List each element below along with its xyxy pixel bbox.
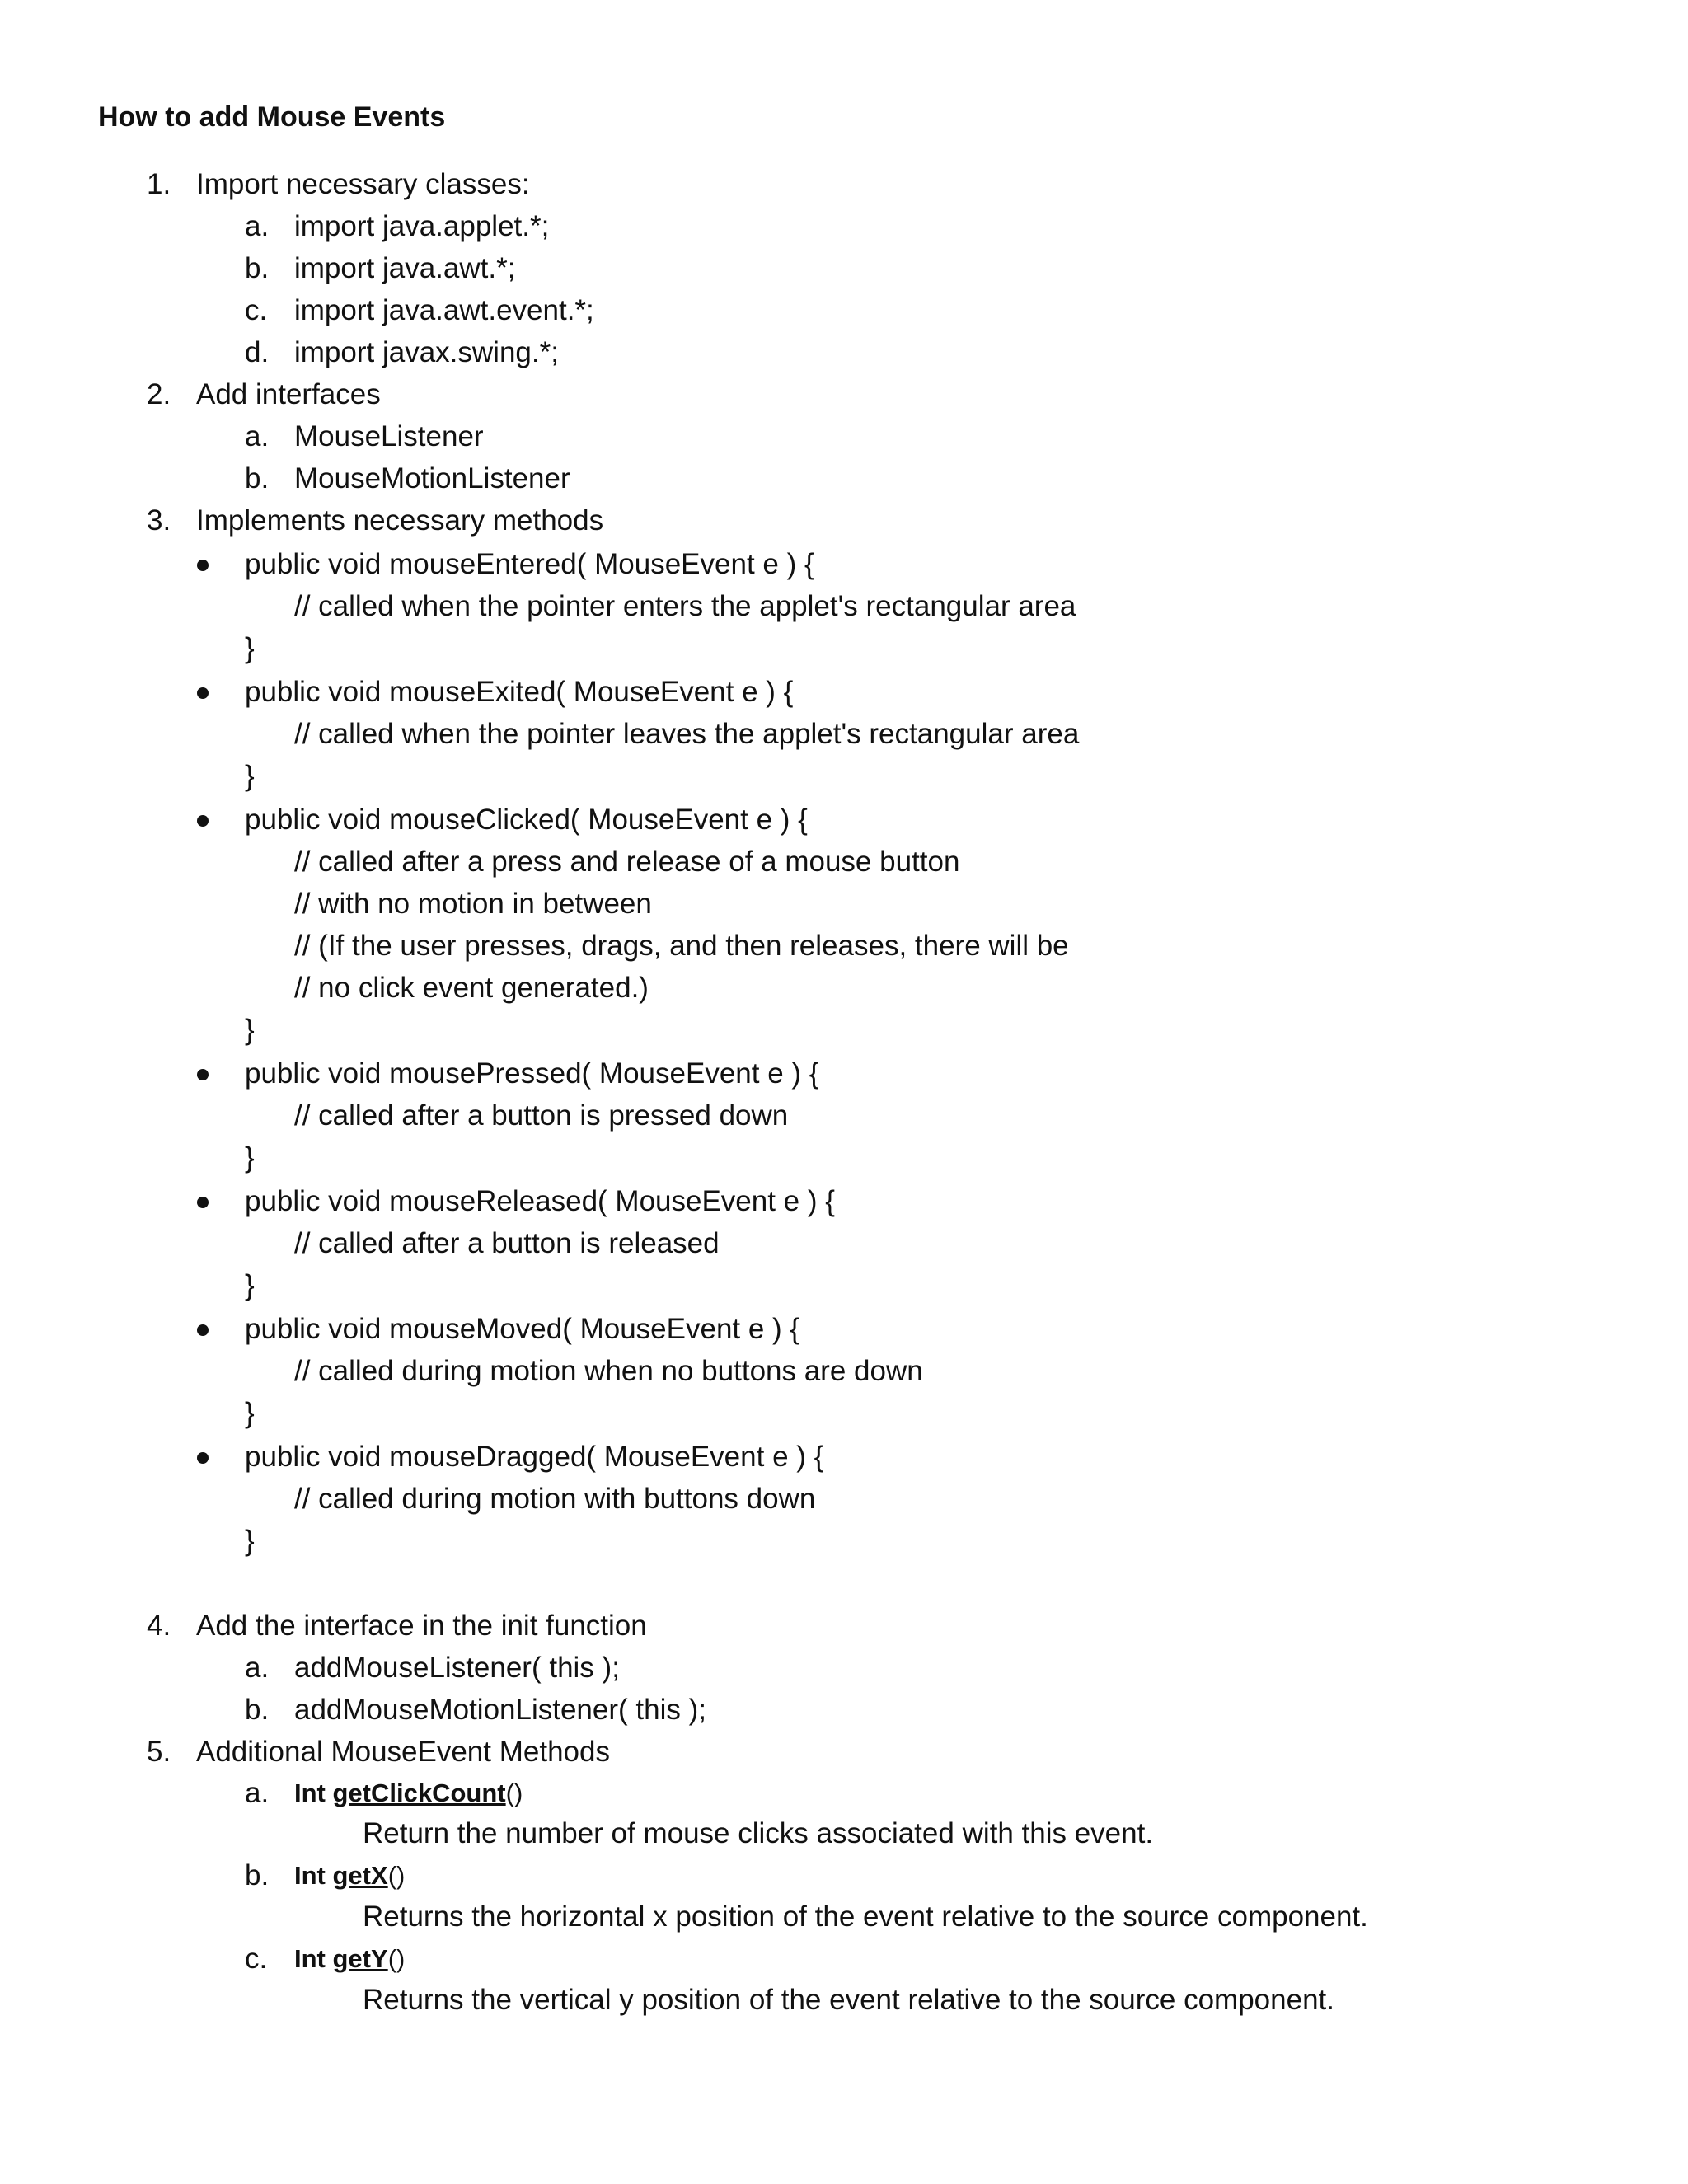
bullet-icon xyxy=(197,1324,209,1336)
method-entry xyxy=(294,1938,405,1980)
method-parens: () xyxy=(387,1861,406,1890)
method-comment: // called during motion with buttons down xyxy=(294,1483,816,1515)
bullet-icon xyxy=(197,1452,209,1464)
method-description: Returns the vertical y position of the event relative to the source component. xyxy=(363,1984,1334,2016)
item-marker: b. xyxy=(245,1694,270,1726)
method-signature: public void mouseDragged( MouseEvent e ) { xyxy=(245,1441,824,1473)
method-entry xyxy=(294,1772,523,1815)
step-label: Implements necessary methods xyxy=(196,504,604,537)
step-number: 5. xyxy=(147,1736,171,1768)
list-item: import java.applet.*; xyxy=(294,210,550,242)
step-label: Add interfaces xyxy=(196,378,381,410)
item-marker: b. xyxy=(245,252,270,284)
item-marker: b. xyxy=(245,1859,270,1891)
item-marker: c. xyxy=(245,1943,268,1975)
item-marker: b. xyxy=(245,462,270,494)
method-comment: // called after a button is released xyxy=(294,1227,720,1259)
method-close-brace: } xyxy=(245,1397,255,1429)
method-description: Return the number of mouse clicks associated with this event. xyxy=(363,1817,1154,1849)
method-close-brace: } xyxy=(245,1525,255,1557)
method-close-brace: } xyxy=(245,1141,255,1174)
item-marker: d. xyxy=(245,336,270,368)
step-label: Additional MouseEvent Methods xyxy=(196,1736,610,1768)
bullet-icon xyxy=(197,1197,209,1208)
method-name-link[interactable]: getY xyxy=(332,1944,388,1973)
list-item: MouseMotionListener xyxy=(294,462,570,494)
method-comment: // called when the pointer leaves the applet's rectangular area xyxy=(294,718,1080,750)
method-comment: // called after a button is pressed down xyxy=(294,1099,789,1132)
method-comment: // no click event generated.) xyxy=(294,972,649,1004)
method-signature: public void mouseExited( MouseEvent e ) { xyxy=(245,676,794,708)
list-item: addMouseMotionListener( this ); xyxy=(294,1694,706,1726)
return-type: Int xyxy=(294,1861,326,1890)
method-signature: public void mouseClicked( MouseEvent e ) { xyxy=(245,804,808,836)
list-item: import java.awt.event.*; xyxy=(294,294,594,326)
step-number: 3. xyxy=(147,504,171,537)
return-type: Int xyxy=(294,1779,326,1807)
method-comment: // with no motion in between xyxy=(294,888,652,920)
method-close-brace: } xyxy=(245,632,255,664)
method-close-brace: } xyxy=(245,1269,255,1301)
list-item: import javax.swing.*; xyxy=(294,336,559,368)
item-marker: a. xyxy=(245,1652,270,1684)
step-label: Import necessary classes: xyxy=(196,168,530,200)
item-marker: a. xyxy=(245,420,270,452)
step-number: 1. xyxy=(147,168,171,200)
item-marker: a. xyxy=(245,210,270,242)
method-comment: // (If the user presses, drags, and then releases, there will be xyxy=(294,930,1069,962)
step-number: 4. xyxy=(147,1610,171,1642)
method-name-link[interactable]: getClickCount xyxy=(332,1779,506,1807)
bullet-icon xyxy=(197,1069,209,1080)
method-description: Returns the horizontal x position of the event relative to the source component. xyxy=(363,1900,1368,1933)
list-item: MouseListener xyxy=(294,420,484,452)
method-comment: // called after a press and release of a mouse button xyxy=(294,846,960,878)
return-type: Int xyxy=(294,1944,326,1973)
bullet-icon xyxy=(197,815,209,827)
page-title: How to add Mouse Events xyxy=(98,101,446,133)
method-signature: public void mouseEntered( MouseEvent e ) { xyxy=(245,548,814,580)
bullet-icon xyxy=(197,560,209,571)
item-marker: a. xyxy=(245,1777,270,1809)
method-signature: public void mousePressed( MouseEvent e ) { xyxy=(245,1057,819,1090)
method-close-brace: } xyxy=(245,760,255,792)
method-signature: public void mouseReleased( MouseEvent e ) { xyxy=(245,1185,835,1217)
method-comment: // called during motion when no buttons are down xyxy=(294,1355,923,1387)
method-signature: public void mouseMoved( MouseEvent e ) { xyxy=(245,1313,800,1345)
method-entry xyxy=(294,1854,405,1897)
step-label: Add the interface in the init function xyxy=(196,1610,647,1642)
step-number: 2. xyxy=(147,378,171,410)
method-name-link[interactable]: getX xyxy=(332,1861,388,1890)
item-marker: c. xyxy=(245,294,268,326)
method-parens: () xyxy=(505,1779,523,1807)
bullet-icon xyxy=(197,687,209,699)
list-item: addMouseListener( this ); xyxy=(294,1652,620,1684)
method-comment: // called when the pointer enters the applet's rectangular area xyxy=(294,590,1076,622)
method-parens: () xyxy=(387,1944,406,1973)
list-item: import java.awt.*; xyxy=(294,252,516,284)
method-close-brace: } xyxy=(245,1014,255,1046)
